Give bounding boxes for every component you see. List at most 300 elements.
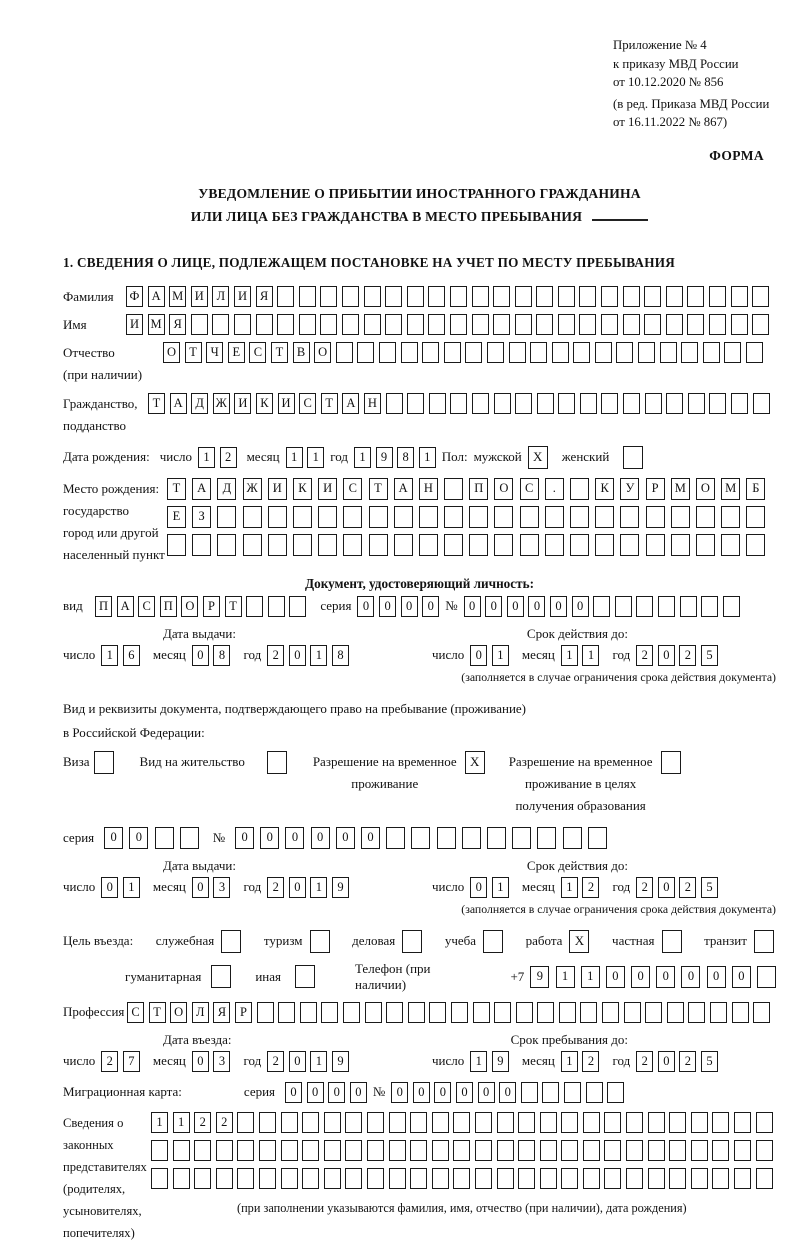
form-cell[interactable] [516, 1002, 533, 1023]
form-cell[interactable]: И [234, 393, 251, 414]
form-cell[interactable] [243, 534, 262, 556]
form-cell[interactable] [666, 393, 683, 414]
form-cell[interactable] [563, 827, 582, 849]
form-cell[interactable]: 0 [631, 966, 650, 988]
form-cell[interactable] [243, 506, 262, 528]
form-cell[interactable] [469, 506, 488, 528]
form-cell[interactable]: Т [271, 342, 288, 363]
form-cell[interactable] [552, 342, 569, 363]
form-cell[interactable]: С [249, 342, 266, 363]
form-cell[interactable] [497, 1168, 514, 1189]
form-cell[interactable]: К [595, 478, 614, 500]
form-cell[interactable] [299, 286, 316, 307]
form-cell[interactable] [691, 1112, 708, 1133]
form-cell[interactable]: 2 [679, 645, 696, 666]
form-cell[interactable]: Л [212, 286, 229, 307]
form-cell[interactable]: 8 [397, 447, 414, 468]
form-cell[interactable] [579, 314, 596, 335]
form-cell[interactable]: 0 [658, 645, 675, 666]
form-cell[interactable] [671, 534, 690, 556]
form-cell[interactable] [401, 342, 418, 363]
form-cell[interactable] [734, 1168, 751, 1189]
form-cell[interactable] [688, 393, 705, 414]
form-cell[interactable]: 0 [507, 596, 524, 617]
form-cell[interactable] [540, 1140, 557, 1161]
form-cell[interactable]: К [293, 478, 312, 500]
form-cell[interactable] [602, 1002, 619, 1023]
form-cell[interactable] [259, 1168, 276, 1189]
form-cell[interactable]: 0 [681, 966, 700, 988]
form-cell[interactable] [753, 393, 770, 414]
form-cell[interactable] [604, 1140, 621, 1161]
form-cell[interactable] [367, 1140, 384, 1161]
form-cell[interactable]: Н [419, 478, 438, 500]
form-cell[interactable]: 1 [123, 877, 140, 898]
form-cell[interactable]: 2 [216, 1112, 233, 1133]
form-cell[interactable]: 0 [379, 596, 396, 617]
form-cell[interactable]: Т [185, 342, 202, 363]
form-cell[interactable]: А [192, 478, 211, 500]
form-cell[interactable] [734, 1140, 751, 1161]
form-cell[interactable] [604, 1168, 621, 1189]
form-cell[interactable]: А [117, 596, 134, 617]
form-cell[interactable]: Р [203, 596, 220, 617]
form-cell[interactable] [268, 596, 285, 617]
form-cell[interactable] [444, 342, 461, 363]
form-cell[interactable]: 1 [492, 877, 509, 898]
form-cell[interactable] [669, 1112, 686, 1133]
form-cell[interactable]: П [95, 596, 112, 617]
form-cell[interactable] [318, 506, 337, 528]
form-cell[interactable] [746, 506, 765, 528]
form-cell[interactable]: 0 [606, 966, 625, 988]
form-cell[interactable] [408, 1002, 425, 1023]
form-cell[interactable] [437, 827, 456, 849]
form-cell[interactable] [192, 534, 211, 556]
form-cell[interactable] [645, 1002, 662, 1023]
form-cell[interactable]: 0 [732, 966, 751, 988]
purpose-tourism-checkbox[interactable] [310, 930, 330, 953]
form-cell[interactable] [732, 1002, 749, 1023]
form-cell[interactable] [453, 1112, 470, 1133]
form-cell[interactable] [216, 1168, 233, 1189]
form-cell[interactable] [345, 1112, 362, 1133]
form-cell[interactable]: 6 [123, 645, 140, 666]
form-cell[interactable] [419, 506, 438, 528]
form-cell[interactable] [394, 506, 413, 528]
form-cell[interactable] [302, 1112, 319, 1133]
form-cell[interactable] [540, 1168, 557, 1189]
form-cell[interactable] [385, 314, 402, 335]
form-cell[interactable]: 8 [332, 645, 349, 666]
form-cell[interactable] [345, 1140, 362, 1161]
form-cell[interactable] [724, 342, 741, 363]
form-cell[interactable] [494, 506, 513, 528]
form-cell[interactable] [173, 1168, 190, 1189]
form-cell[interactable] [588, 827, 607, 849]
form-cell[interactable]: Е [167, 506, 186, 528]
form-cell[interactable] [623, 314, 640, 335]
form-cell[interactable]: А [148, 286, 165, 307]
form-cell[interactable] [302, 1168, 319, 1189]
form-cell[interactable] [721, 534, 740, 556]
form-cell[interactable] [343, 506, 362, 528]
form-cell[interactable] [450, 393, 467, 414]
form-cell[interactable] [515, 314, 532, 335]
form-cell[interactable]: О [170, 1002, 187, 1023]
form-cell[interactable] [234, 314, 251, 335]
form-cell[interactable] [394, 534, 413, 556]
form-cell[interactable] [324, 1168, 341, 1189]
form-cell[interactable] [518, 1140, 535, 1161]
form-cell[interactable] [691, 1140, 708, 1161]
form-cell[interactable]: Т [148, 393, 165, 414]
form-cell[interactable] [217, 534, 236, 556]
form-cell[interactable]: . [545, 478, 564, 500]
form-cell[interactable]: 0 [401, 596, 418, 617]
form-cell[interactable]: 1 [582, 645, 599, 666]
form-cell[interactable]: Ф [126, 286, 143, 307]
form-cell[interactable] [432, 1112, 449, 1133]
form-cell[interactable]: 0 [470, 877, 487, 898]
form-cell[interactable] [444, 478, 463, 500]
form-cell[interactable]: 2 [679, 1051, 696, 1072]
form-cell[interactable] [450, 314, 467, 335]
form-cell[interactable]: Е [228, 342, 245, 363]
form-cell[interactable] [407, 286, 424, 307]
form-cell[interactable] [648, 1140, 665, 1161]
form-cell[interactable] [237, 1112, 254, 1133]
purpose-private-checkbox[interactable] [662, 930, 682, 953]
form-cell[interactable]: 9 [530, 966, 549, 988]
form-cell[interactable] [453, 1168, 470, 1189]
form-cell[interactable]: 0 [311, 827, 330, 849]
form-cell[interactable]: 0 [413, 1082, 430, 1103]
form-cell[interactable] [237, 1168, 254, 1189]
form-cell[interactable] [558, 393, 575, 414]
form-cell[interactable] [712, 1140, 729, 1161]
form-cell[interactable]: И [278, 393, 295, 414]
form-cell[interactable] [451, 1002, 468, 1023]
form-cell[interactable] [696, 534, 715, 556]
form-cell[interactable] [626, 1140, 643, 1161]
form-cell[interactable]: 1 [151, 1112, 168, 1133]
form-cell[interactable]: 0 [285, 1082, 302, 1103]
form-cell[interactable] [475, 1168, 492, 1189]
form-cell[interactable]: 2 [267, 1051, 284, 1072]
form-cell[interactable] [194, 1168, 211, 1189]
form-cell[interactable] [537, 827, 556, 849]
form-cell[interactable] [475, 1112, 492, 1133]
form-cell[interactable] [494, 1002, 511, 1023]
form-cell[interactable] [530, 342, 547, 363]
form-cell[interactable]: Т [369, 478, 388, 500]
form-cell[interactable]: 2 [582, 1051, 599, 1072]
form-cell[interactable] [151, 1140, 168, 1161]
form-cell[interactable]: 1 [556, 966, 575, 988]
form-cell[interactable] [756, 1168, 773, 1189]
form-cell[interactable] [558, 286, 575, 307]
form-cell[interactable]: М [148, 314, 165, 335]
form-cell[interactable] [731, 314, 748, 335]
form-cell[interactable]: З [192, 506, 211, 528]
form-cell[interactable] [444, 534, 463, 556]
form-cell[interactable]: 2 [101, 1051, 118, 1072]
form-cell[interactable]: О [163, 342, 180, 363]
form-cell[interactable]: 0 [422, 596, 439, 617]
form-cell[interactable] [570, 506, 589, 528]
form-cell[interactable] [746, 534, 765, 556]
form-cell[interactable] [586, 1082, 603, 1103]
form-cell[interactable]: 1 [561, 877, 578, 898]
form-cell[interactable]: 0 [104, 827, 123, 849]
form-cell[interactable] [687, 286, 704, 307]
form-cell[interactable] [386, 1002, 403, 1023]
female-checkbox[interactable] [623, 446, 643, 469]
form-cell[interactable] [731, 393, 748, 414]
form-cell[interactable]: Т [321, 393, 338, 414]
form-cell[interactable] [217, 506, 236, 528]
form-cell[interactable]: 0 [357, 596, 374, 617]
form-cell[interactable]: П [160, 596, 177, 617]
form-cell[interactable] [155, 827, 174, 849]
form-cell[interactable]: 1 [310, 877, 327, 898]
purpose-official-checkbox[interactable] [221, 930, 241, 953]
form-cell[interactable] [636, 596, 653, 617]
form-cell[interactable]: С [343, 478, 362, 500]
form-cell[interactable]: 0 [656, 966, 675, 988]
purpose-work-checkbox[interactable]: X [569, 930, 589, 953]
form-cell[interactable]: 9 [492, 1051, 509, 1072]
form-cell[interactable] [703, 342, 720, 363]
form-cell[interactable] [320, 314, 337, 335]
form-cell[interactable]: 5 [701, 645, 718, 666]
form-cell[interactable] [721, 506, 740, 528]
form-cell[interactable] [281, 1168, 298, 1189]
form-cell[interactable] [583, 1140, 600, 1161]
form-cell[interactable] [293, 534, 312, 556]
form-cell[interactable] [386, 393, 403, 414]
form-cell[interactable] [701, 596, 718, 617]
form-cell[interactable] [321, 1002, 338, 1023]
form-cell[interactable]: 5 [701, 1051, 718, 1072]
form-cell[interactable] [540, 1112, 557, 1133]
form-cell[interactable]: 0 [336, 827, 355, 849]
form-cell[interactable]: 1 [173, 1112, 190, 1133]
form-cell[interactable]: 0 [289, 877, 306, 898]
form-cell[interactable] [658, 596, 675, 617]
form-cell[interactable]: 9 [332, 877, 349, 898]
form-cell[interactable] [497, 1140, 514, 1161]
form-cell[interactable] [558, 314, 575, 335]
form-cell[interactable]: 1 [561, 1051, 578, 1072]
form-cell[interactable]: 0 [391, 1082, 408, 1103]
form-cell[interactable] [324, 1140, 341, 1161]
form-cell[interactable]: У [620, 478, 639, 500]
form-cell[interactable] [364, 286, 381, 307]
form-cell[interactable] [601, 314, 618, 335]
form-cell[interactable]: 0 [307, 1082, 324, 1103]
form-cell[interactable] [453, 1140, 470, 1161]
form-cell[interactable] [512, 827, 531, 849]
form-cell[interactable]: 3 [213, 877, 230, 898]
form-cell[interactable]: А [342, 393, 359, 414]
form-cell[interactable] [620, 506, 639, 528]
form-cell[interactable] [462, 827, 481, 849]
form-cell[interactable]: 0 [499, 1082, 516, 1103]
form-cell[interactable] [365, 1002, 382, 1023]
form-cell[interactable]: 0 [528, 596, 545, 617]
form-cell[interactable]: 1 [561, 645, 578, 666]
form-cell[interactable]: 0 [478, 1082, 495, 1103]
form-cell[interactable] [746, 342, 763, 363]
form-cell[interactable]: Р [235, 1002, 252, 1023]
form-cell[interactable]: О [494, 478, 513, 500]
form-cell[interactable] [626, 1112, 643, 1133]
form-cell[interactable] [671, 506, 690, 528]
form-cell[interactable] [407, 314, 424, 335]
form-cell[interactable] [573, 342, 590, 363]
form-cell[interactable]: Ж [243, 478, 262, 500]
form-cell[interactable] [487, 827, 506, 849]
form-cell[interactable]: 1 [419, 447, 436, 468]
form-cell[interactable] [644, 286, 661, 307]
form-cell[interactable]: 7 [123, 1051, 140, 1072]
form-cell[interactable]: 1 [198, 447, 215, 468]
form-cell[interactable] [345, 1168, 362, 1189]
form-cell[interactable] [545, 506, 564, 528]
form-cell[interactable]: 1 [470, 1051, 487, 1072]
form-cell[interactable] [756, 1140, 773, 1161]
form-cell[interactable] [696, 506, 715, 528]
form-cell[interactable] [644, 314, 661, 335]
form-cell[interactable] [753, 1002, 770, 1023]
form-cell[interactable] [410, 1112, 427, 1133]
form-cell[interactable] [570, 478, 589, 500]
form-cell[interactable] [645, 393, 662, 414]
form-cell[interactable] [542, 1082, 559, 1103]
form-cell[interactable] [389, 1140, 406, 1161]
form-cell[interactable] [709, 393, 726, 414]
form-cell[interactable] [173, 1140, 190, 1161]
form-cell[interactable] [648, 1112, 665, 1133]
form-cell[interactable] [559, 1002, 576, 1023]
form-cell[interactable]: П [469, 478, 488, 500]
residence-permit-checkbox[interactable] [267, 751, 287, 774]
form-cell[interactable] [580, 1002, 597, 1023]
form-cell[interactable]: Я [169, 314, 186, 335]
form-cell[interactable] [389, 1112, 406, 1133]
form-cell[interactable] [520, 534, 539, 556]
form-cell[interactable] [191, 314, 208, 335]
form-cell[interactable] [757, 966, 776, 988]
temp-residence-education-checkbox[interactable] [661, 751, 681, 774]
form-cell[interactable] [509, 342, 526, 363]
form-cell[interactable] [723, 596, 740, 617]
form-cell[interactable] [752, 286, 769, 307]
form-cell[interactable]: 2 [636, 1051, 653, 1072]
form-cell[interactable]: Д [191, 393, 208, 414]
form-cell[interactable] [357, 342, 374, 363]
form-cell[interactable] [444, 506, 463, 528]
form-cell[interactable] [472, 286, 489, 307]
form-cell[interactable] [580, 393, 597, 414]
form-cell[interactable] [756, 1112, 773, 1133]
form-cell[interactable] [687, 314, 704, 335]
form-cell[interactable]: 0 [235, 827, 254, 849]
form-cell[interactable]: 2 [267, 645, 284, 666]
form-cell[interactable] [257, 1002, 274, 1023]
form-cell[interactable] [680, 596, 697, 617]
form-cell[interactable] [367, 1112, 384, 1133]
form-cell[interactable] [518, 1168, 535, 1189]
form-cell[interactable]: 9 [332, 1051, 349, 1072]
form-cell[interactable] [660, 342, 677, 363]
form-cell[interactable] [259, 1140, 276, 1161]
form-cell[interactable]: 0 [572, 596, 589, 617]
form-cell[interactable] [167, 534, 186, 556]
form-cell[interactable]: Б [746, 478, 765, 500]
form-cell[interactable] [293, 506, 312, 528]
form-cell[interactable] [493, 314, 510, 335]
form-cell[interactable] [710, 1002, 727, 1023]
form-cell[interactable]: И [268, 478, 287, 500]
form-cell[interactable]: 8 [213, 645, 230, 666]
form-cell[interactable]: 1 [354, 447, 371, 468]
form-cell[interactable] [595, 534, 614, 556]
form-cell[interactable]: 2 [582, 877, 599, 898]
form-cell[interactable] [648, 1168, 665, 1189]
form-cell[interactable] [343, 534, 362, 556]
form-cell[interactable]: А [170, 393, 187, 414]
form-cell[interactable]: К [256, 393, 273, 414]
form-cell[interactable]: И [191, 286, 208, 307]
form-cell[interactable]: И [234, 286, 251, 307]
form-cell[interactable] [369, 506, 388, 528]
form-cell[interactable]: 5 [701, 877, 718, 898]
form-cell[interactable] [493, 286, 510, 307]
form-cell[interactable]: С [138, 596, 155, 617]
form-cell[interactable]: 0 [285, 827, 304, 849]
form-cell[interactable]: 3 [213, 1051, 230, 1072]
form-cell[interactable]: 0 [707, 966, 726, 988]
form-cell[interactable]: 2 [679, 877, 696, 898]
form-cell[interactable]: В [293, 342, 310, 363]
form-cell[interactable] [367, 1168, 384, 1189]
form-cell[interactable] [626, 1168, 643, 1189]
form-cell[interactable] [194, 1140, 211, 1161]
form-cell[interactable] [669, 1168, 686, 1189]
form-cell[interactable] [237, 1140, 254, 1161]
form-cell[interactable] [465, 342, 482, 363]
form-cell[interactable] [536, 314, 553, 335]
form-cell[interactable]: 0 [289, 645, 306, 666]
form-cell[interactable] [515, 393, 532, 414]
form-cell[interactable]: 0 [328, 1082, 345, 1103]
form-cell[interactable]: Т [225, 596, 242, 617]
form-cell[interactable] [180, 827, 199, 849]
form-cell[interactable] [709, 286, 726, 307]
form-cell[interactable] [593, 596, 610, 617]
form-cell[interactable] [731, 286, 748, 307]
form-cell[interactable]: 0 [550, 596, 567, 617]
form-cell[interactable]: 2 [220, 447, 237, 468]
form-cell[interactable] [342, 314, 359, 335]
form-cell[interactable]: 9 [376, 447, 393, 468]
form-cell[interactable] [343, 1002, 360, 1023]
form-cell[interactable]: 0 [192, 877, 209, 898]
form-cell[interactable] [472, 393, 489, 414]
